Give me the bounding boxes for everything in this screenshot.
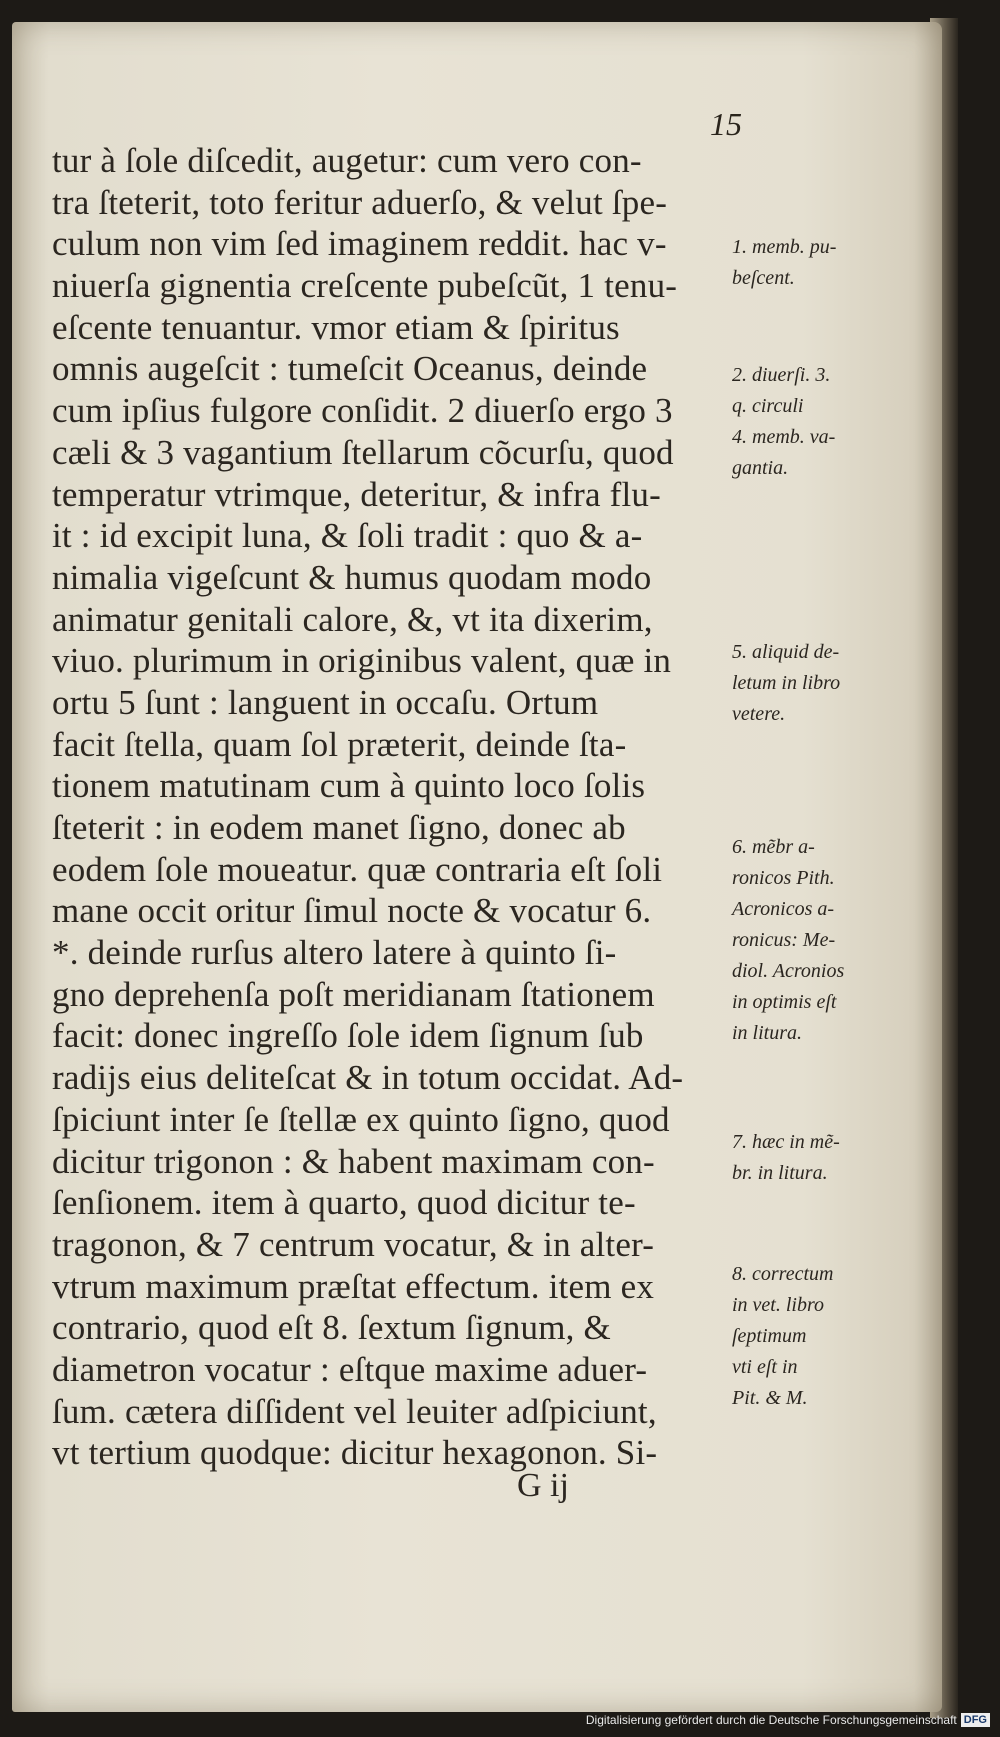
- margin-note: 7. hæc in mẽ- br. in litura.: [732, 1131, 840, 1184]
- margin-note: 6. mẽbr a- ronicos Pith. Acronicos a- ronicus: Me- diol. Acronios in optimis eſt in litura.: [732, 836, 845, 1044]
- margin-note: 8. correctum in vet. libro ſeptimum vti eſt in Pit. & M.: [732, 1263, 834, 1409]
- text-line: ſpiciunt inter ſe ſtellæ ex quinto ſigno, quod: [52, 1099, 670, 1139]
- text-line: facit ſtella, quam ſol præterit, deinde ſta-: [52, 724, 627, 764]
- text-line: tra ſteterit, toto feritur aduerſo, & velut ſpe-: [52, 182, 668, 222]
- text-line: nimalia vigeſcunt & humus quodam modo: [52, 557, 652, 597]
- text-line: ſenſionem. item à quarto, quod dicitur te-: [52, 1183, 636, 1223]
- text-line: it : id excipit luna, & ſoli tradit : quo & a-: [52, 516, 643, 556]
- text-line: omnis augeſcit : tumeſcit Oceanus, deinde: [52, 349, 648, 389]
- text-line: tragonon, & 7 centrum vocatur, & in alter-: [52, 1224, 655, 1264]
- text-line: cum ipſius fulgore conſidit. 2 diuerſo ergo 3: [52, 391, 673, 431]
- body-text: [52, 140, 732, 1474]
- text-line: contrario, quod eſt 8. ſextum ſignum, &: [52, 1308, 611, 1348]
- text-line: diametron vocatur : eſtque maxime aduer-: [52, 1349, 648, 1389]
- text-line: eodem ſole moueatur. quæ contraria eſt ſoli: [52, 849, 663, 889]
- text-line: gno deprehenſa poſt meridianam ſtationem: [52, 974, 655, 1014]
- text-line: vtrum maximum præſtat effectum. item ex: [52, 1266, 655, 1306]
- margin-note: 2. diuerſi. 3. q. circuli 4. memb. va- gantia.: [732, 364, 836, 479]
- text-line: *. deinde rurſus altero latere à quinto ſi-: [52, 933, 617, 973]
- text-line: viuo. plurimum in originibus valent, quæ in: [52, 641, 672, 681]
- text-line: niuerſa gignentia creſcente pubeſcũt, 1 tenu-: [52, 266, 678, 306]
- text-line: temperatur vtrimque, deteritur, & infra flu-: [52, 474, 661, 514]
- footer-credit: Digitalisierung gefördert durch die Deutsche Forschungsgemeinschaft: [585, 1713, 957, 1727]
- text-line: radijs eius deliteſcat & in totum occidat. Ad-: [52, 1058, 684, 1098]
- text-line: tur à ſole diſcedit, augetur: cum vero con-: [52, 141, 642, 180]
- text-line: tionem matutinam cum à quinto loco ſolis: [52, 766, 646, 806]
- text-line: ſum. cætera diſſident vel leuiter adſpiciunt,: [52, 1391, 657, 1431]
- text-line: ortu 5 ſunt : languent in occaſu. Ortum: [52, 682, 599, 722]
- text-line: mane occit oritur ſimul nocte & vocatur 6.: [52, 891, 652, 931]
- text-line: cæli & 3 vagantium ſtellarum cõcurſu, quod: [52, 432, 674, 472]
- text-line: dicitur trigonon : & habent maximam con-: [52, 1141, 655, 1181]
- text-line: animatur genitali calore, &, vt ita dixerim,: [52, 599, 653, 639]
- text-line: eſcente tenuantur. vmor etiam & ſpiritus: [52, 307, 620, 347]
- margin-note: 5. aliquid de- letum in libro vetere.: [732, 641, 841, 725]
- text-line: vt tertium quodque: dicitur hexagonon. Si-: [52, 1433, 658, 1473]
- margin-note: 1. memb. pu- beſcent.: [732, 236, 837, 289]
- page-number: 15: [710, 106, 742, 142]
- catchword: G ij: [517, 1467, 569, 1504]
- text-line: ſteterit : in eodem manet ſigno, donec ab: [52, 808, 626, 847]
- text-line: facit: donec ingreſſo ſole idem ſignum ſub: [52, 1016, 644, 1056]
- dfg-logo: DFG: [961, 1713, 990, 1727]
- text-line: culum non vim ſed imaginem reddit. hac v-: [52, 224, 667, 264]
- digitization-footer: [586, 1709, 990, 1731]
- book-page: [12, 22, 942, 1712]
